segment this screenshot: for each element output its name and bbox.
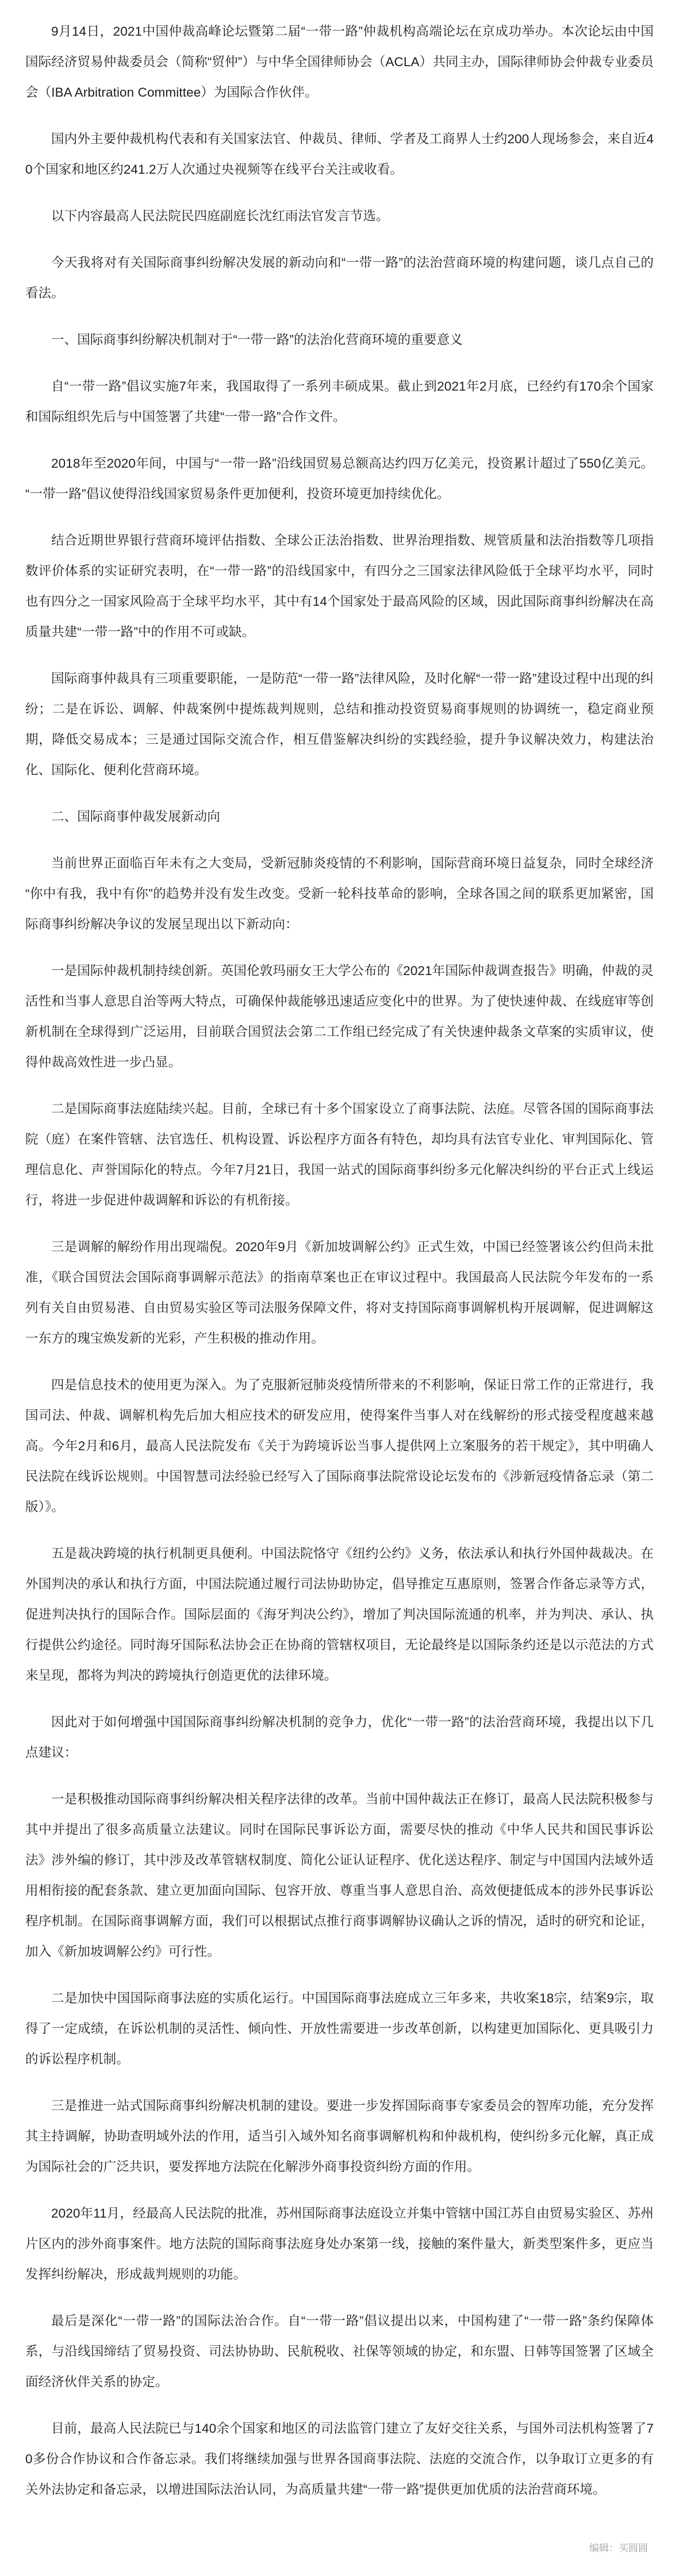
paragraph-forum-opening: 9月14日，2021中国仲裁高峰论坛暨第二届“一带一路”仲裁机构高端论坛在京成功举办。本次论坛由中国国际经济贸易仲裁委员会（简称“贸仲”）与中华全国律师协会（ACLA）共同主办，国际律师协会仲裁专业委员会（IBA Arbitration Committee）为国际合作伙伴。	[25, 24, 654, 100]
paragraph-suggestion-two: 二是加快中国国际商事法庭的实质化运行。中国国际商事法庭成立三年多来，共收案18宗，结案9宗，取得了一定成绩，在诉讼机制的灵活性、倾向性、开放性需要进一步改革创新，以构建更加国际化、更具吸引力的诉讼程序机制。	[25, 1991, 654, 2066]
paragraph-legal-risk-index: 结合近期世界银行营商环境评估指数、全球公正法治指数、世界治理指数、规管质量和法治指数等几项指数评价体系的实证研究表明，在“一带一路”的沿线国家中，有四分之三国家法律风险低于全球平均水平，同时也有四分之一国家风险高于全球平均水平，其中有14个国家处于最高风险的区域，因此国际商事纠纷解决在高质量共建“一带一路”中的作用不可或缺。	[25, 533, 654, 639]
paragraph-speech-intro: 今天我将对有关国际商事纠纷解决发展的新动向和“一带一路”的法治营商环境的构建问题，谈几点自己的看法。	[25, 255, 654, 300]
paragraph-attendance: 国内外主要仲裁机构代表和有关国家法官、仲裁员、律师、学者及工商界人士约200人现场参会，来自近40个国家和地区约241.2万人次通过央视频等在线平台关注或收看。	[25, 132, 654, 177]
article-body	[25, 16, 654, 2505]
paragraph-suggestions-intro: 因此对于如何增强中国国际商事纠纷解决机制的竞争力，优化“一带一路”的法治营商环境，我提出以下几点建议：	[25, 1715, 654, 1760]
paragraph-deepen-cooperation: 最后是深化“一带一路”的国际法治合作。自“一带一路”倡议提出以来，中国构建了“一带一路”条约保障体系，与沿线国缔结了贸易投资、司法协协助、民航税收、社保等领域的协定，和东盟、日韩等国签署了区域全面经济伙伴关系的协定。	[25, 2314, 654, 2389]
paragraph-suggestion-three: 三是推进一站式国际商事纠纷解决机制的建设。要进一步发挥国际商事专家委员会的智库功能，充分发挥其主持调解，协助查明域外法的作用，适当引入域外知名商事调解机构和仲裁机构，使纠纷多元化解，真正成为国际社会的广泛共识，要发挥地方法院在化解涉外商事投资纠纷方面的作用。	[25, 2099, 654, 2174]
editor-credit: 编辑：买圆圆	[589, 2543, 648, 2554]
paragraph-trend-five: 五是裁决跨境的执行机制更具便利。中国法院恪守《纽约公约》义务，依法承认和执行外国仲裁裁决。在外国判决的承认和执行方面，中国法院通过履行司法协助协定，倡导推定互惠原则，签署合作备忘录等方式，促进判决执行的国际合作。国际层面的《海牙判决公约》，增加了判决国际流通的机率，并为判决、承认、执行提供公约途径。同时海牙国际私法协会正在协商的管辖权项目，无论最终是以国际条约还是以示范法的方式来呈现，都将为判决的跨境执行创造更优的法律环境。	[25, 1546, 654, 1683]
paragraph-speech-source: 以下内容最高人民法院民四庭副庭长沈红雨法官发言节选。	[51, 209, 389, 223]
paragraph-trade-volume: 2018年至2020年间，中国与“一带一路”沿线国贸易总额高达约四万亿美元，投资累计超过了550亿美元。“一带一路”倡议使得沿线国家贸易条件更加便利，投资环境更加持续优化。	[25, 456, 654, 501]
paragraph-judicial-cooperation: 目前，最高人民法院已与140余个国家和地区的司法监管门建立了友好交往关系，与国外司法机构签署了70多份合作协议和合作备忘录。我们将继续加强与世界各国商事法院、法庭的交流合作，以争取订立更多的有关外法协定和备忘录，以增进国际法治认同，为高质量共建“一带一路”提供更加优质的法治营商环境。	[25, 2421, 654, 2497]
paragraph-trend-one: 一是国际仲裁机制持续创新。英国伦敦玛丽女王大学公布的《2021年国际仲裁调查报告》明确，仲裁的灵活性和当事人意思自治等两大特点，可确保仲裁能够迅速适应变化中的世界。为了使快速仲裁、在线庭审等创新机制在全球得到广泛运用，目前联合国贸法会第二工作组已经完成了有关快速仲裁条文草案的实质审议，使得仲裁高效性进一步凸显。	[25, 964, 654, 1069]
paragraph-belt-road-7years: 自“一带一路”倡议实施7年来，我国取得了一系列丰硕成果。截止到2021年2月底，已经约有170余个国家和国际组织先后与中国签署了共建“一带一路”合作文件。	[25, 379, 654, 424]
paragraph-trend-two: 二是国际商事法庭陆续兴起。目前，全球已有十多个国家设立了商事法院、法庭。尽管各国的国际商事法院（庭）在案件管辖、法官选任、机构设置、诉讼程序方面各有特色，却均具有法官专业化、审判国际化、管理信息化、声誉国际化的特点。今年7月21日，我国一站式的国际商事纠纷多元化解决纠纷的平台正式上线运行，将进一步促进仲裁调解和诉讼的有机衔接。	[25, 1102, 654, 1207]
heading-section-two: 二、国际商事仲裁发展新动向	[51, 809, 220, 824]
heading-section-one: 一、国际商事纠纷解决机制对于“一带一路”的法治化营商环境的重要意义	[51, 332, 463, 347]
paragraph-trend-four: 四是信息技术的使用更为深入。为了克服新冠肺炎疫情所带来的不利影响，保证日常工作的正常进行，我国司法、仲裁、调解机构先后加大相应技术的研发应用，使得案件当事人对在线解纷的形式接受程度越来越高。今年2月和6月，最高人民法院发布《关于为跨境诉讼当事人提供网上立案服务的若干规定》，其中明确人民法院在线诉讼规则。中国智慧司法经验已经写入了国际商事法院常设论坛发布的《涉新冠疫情备忘录（第二版）》。	[25, 1378, 654, 1514]
paragraph-suggestion-one: 一是积极推动国际商事纠纷解决相关程序法律的改革。当前中国仲裁法正在修订，最高人民法院积极参与其中并提出了很多高质量立法建议。同时在国际民事诉讼方面，需要尽快的推动《中华人民共和国民事诉讼法》涉外编的修订，其中涉及改革管辖权制度、简化公证认证程序、优化送达程序、制定与中国国内法域外适用相衔接的配套条款、建立更加面向国际、包容开放、尊重当事人意思自治、高效便捷低成本的涉外民事诉讼程序机制。在国际商事调解方面，我们可以根据试点推行商事调解协议确认之诉的情况，适时的研究和论证，加入《新加坡调解公约》可行性。	[25, 1792, 654, 1959]
paragraph-trend-three: 三是调解的解纷作用出现端倪。2020年9月《新加坡调解公约》正式生效，中国已经签署该公约但尚未批准，《联合国贸法会国际商事调解示范法》的指南草案也正在审议过程中。我国最高人民法院今年发布的一系列有关自由贸易港、自由贸易实验区等司法服务保障文件，将对支持国际商事调解机构开展调解，促进调解这一东方的瑰宝焕发新的光彩，产生积极的推动作用。	[25, 1240, 654, 1346]
paragraph-three-functions: 国际商事仲裁具有三项重要职能，一是防范“一带一路”法律风险，及时化解“一带一路”建设过程中出现的纠纷；二是在诉讼、调解、仲裁案例中提炼裁判规则，总结和推动投资贸易商事规则的协调统一，稳定商业预期，降低交易成本；三是通过国际交流合作，相互借鉴解决纠纷的实践经验，提升争议解决效力，构建法治化、国际化、便利化营商环境。	[25, 671, 654, 777]
paragraph-global-context: 当前世界正面临百年未有之大变局，受新冠肺炎疫情的不利影响，国际营商环境日益复杂，同时全球经济“你中有我，我中有你”的趋势并没有发生改变。受新一轮科技革命的影响，全球各国之间的联系更加紧密，国际商事纠纷解决争议的发展呈现出以下新动向：	[25, 856, 654, 931]
paragraph-suzhou-court: 2020年11月，经最高人民法院的批准，苏州国际商事法庭设立并集中管辖中国江苏自由贸易实验区、苏州片区内的涉外商事案件。地方法院的国际商事法庭身处办案第一线，接触的案件量大，新类型案件多，更应当发挥纠纷解决，形成裁判规则的功能。	[25, 2206, 654, 2281]
